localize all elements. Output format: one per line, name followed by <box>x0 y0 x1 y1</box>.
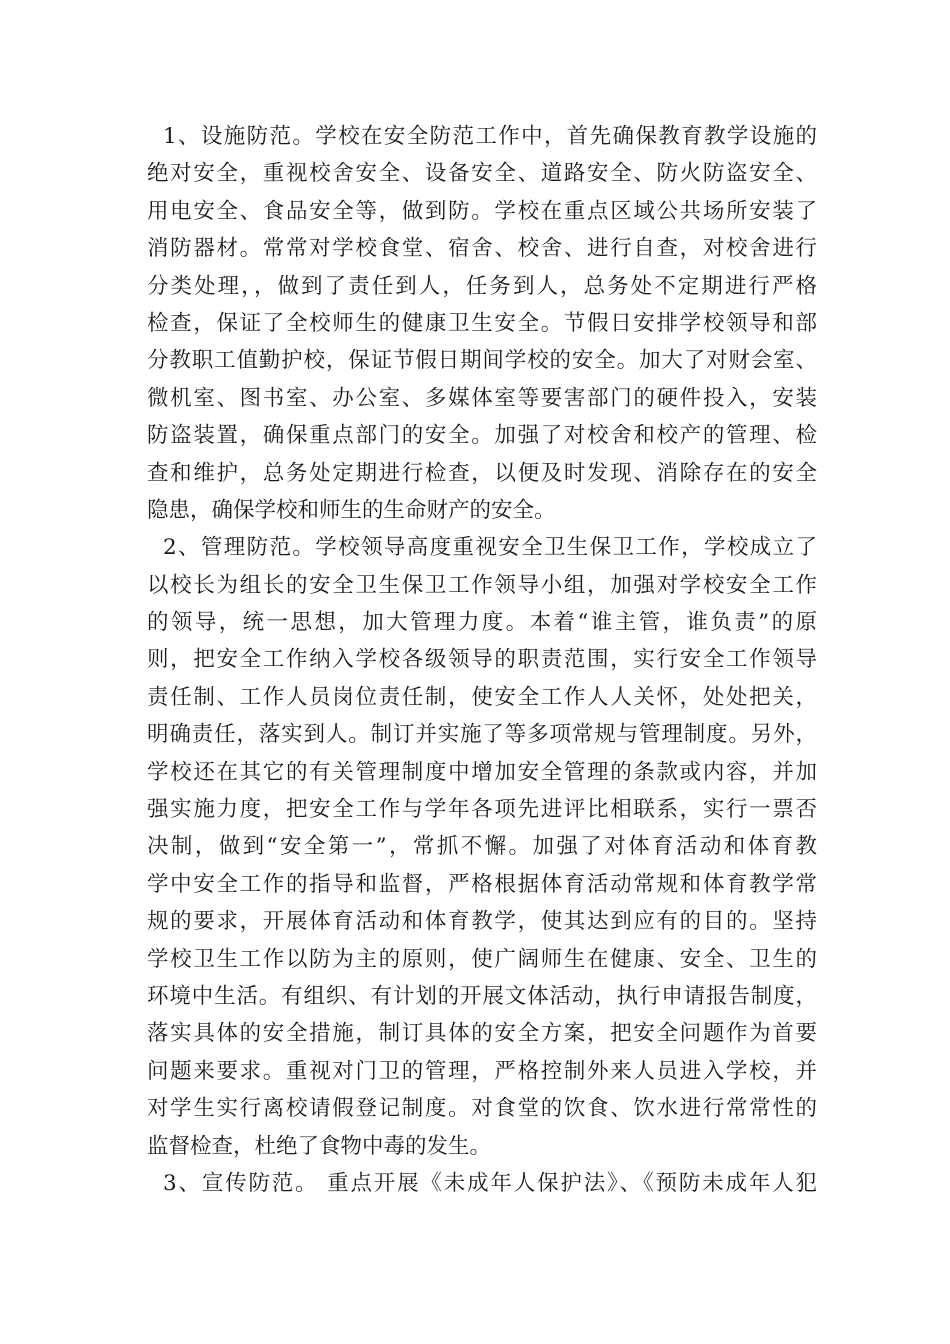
text-line: 规的要求，开展体育活动和体育教学，使其达到应有的目的。坚持 <box>147 909 817 935</box>
text-line: 学中安全工作的指导和监督，严格根据体育活动常规和体育教学常 <box>147 871 817 897</box>
document-body <box>147 118 817 1202</box>
text-line: 微机室、图书室、办公室、多媒体室等要害部门的硬件投入，安装 <box>147 385 817 411</box>
text-line: 决制，做到“安全第一”，常抓不懈。加强了对体育活动和体育教 <box>147 834 817 860</box>
text-line: 对学生实行离校请假登记制度。对食堂的饮食、饮水进行常常性的 <box>147 1096 817 1122</box>
text-line: 强实施力度，把安全工作与学年各项先进评比相联系，实行一票否 <box>147 797 817 823</box>
text-line: 以校长为组长的安全卫生保卫工作领导小组，加强对学校安全工作 <box>147 572 817 598</box>
text-line: 问题来要求。重视对门卫的管理，严格控制外来人员进入学校，并 <box>147 1058 817 1084</box>
text-line: 分类处理，，做到了责任到人，任务到人，总务处不定期进行严格 <box>147 273 817 299</box>
text-line: 消防器材。常常对学校食堂、宿舍、校舍、进行自查，对校舍进行 <box>147 236 817 262</box>
text-line: 学校卫生工作以防为主的原则，使广阔师生在健康、安全、卫生的 <box>147 946 817 972</box>
text-line: 3、宣传防范。 重点开展《未成年人保护法》、《预防未成年人犯 <box>163 1170 817 1196</box>
paragraph-2 <box>147 529 817 1165</box>
text-line: 则，把安全工作纳入学校各级领导的职责范围，实行安全工作领导 <box>147 647 817 673</box>
text-line: 用电安全、食品安全等，做到防。学校在重点区域公共场所安装了 <box>147 198 817 224</box>
text-line: 2、管理防范。学校领导高度重视安全卫生保卫工作，学校成立了 <box>163 535 817 561</box>
text-line: 1、设施防范。学校在安全防范工作中，首先确保教育教学设施的 <box>163 124 817 149</box>
text-line: 的领导，统一思想，加大管理力度。本着“谁主管，谁负责”的原 <box>147 610 817 636</box>
text-line: 防盗装置，确保重点部门的安全。加强了对校舍和校产的管理、检 <box>147 423 817 449</box>
text-line: 明确责任，落实到人。制订并实施了等多项常规与管理制度。另外， <box>147 722 817 748</box>
paragraph-3 <box>147 1165 817 1202</box>
text-line: 学校还在其它的有关管理制度中增加安全管理的条款或内容，并加 <box>147 759 817 785</box>
text-line: 落实具体的安全措施，制订具体的安全方案，把安全问题作为首要 <box>147 1021 817 1047</box>
text-line: 隐患，确保学校和师生的生命财产的安全。 <box>147 497 556 523</box>
text-line: 查和维护，总务处定期进行检查，以便及时发现、消除存在的安全 <box>147 460 817 486</box>
text-line: 绝对安全，重视校舍安全、设备安全、道路安全、防火防盗安全、 <box>147 161 817 187</box>
text-line: 分教职工值勤护校，保证节假日期间学校的安全。加大了对财会室、 <box>147 348 817 374</box>
paragraph-1 <box>147 118 817 529</box>
text-line: 责任制、工作人员岗位责任制，使安全工作人人关怀，处处把关， <box>147 684 817 710</box>
text-line: 检查，保证了全校师生的健康卫生安全。节假日安排学校领导和部 <box>147 310 817 336</box>
text-line: 环境中生活。有组织、有计划的开展文体活动，执行申请报告制度， <box>147 983 817 1009</box>
text-line: 监督检查，杜绝了食物中毒的发生。 <box>147 1133 492 1159</box>
